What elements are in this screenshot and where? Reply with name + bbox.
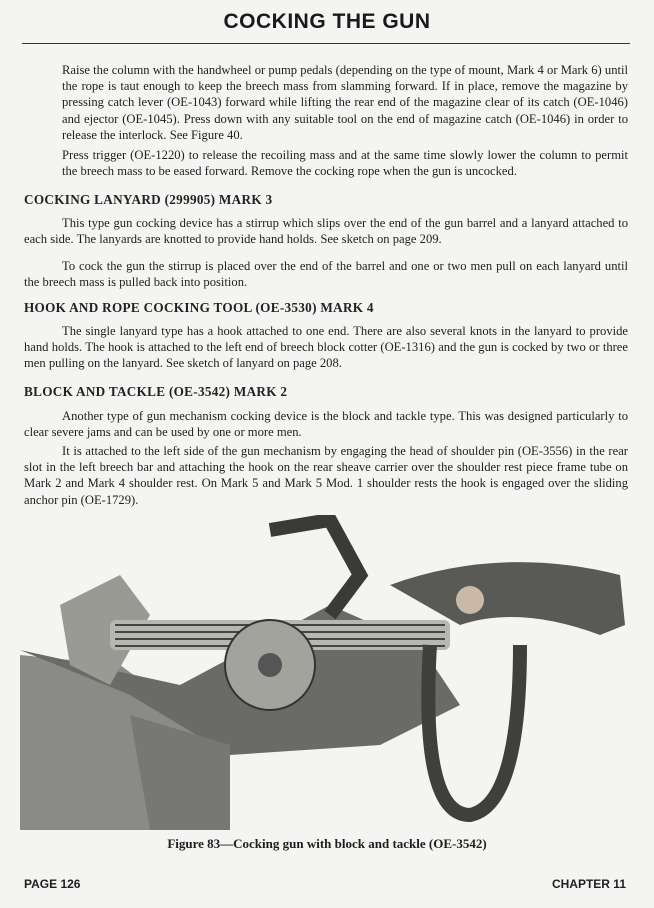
figure-caption: Figure 83—Cocking gun with block and tackle (OE-3542) [167, 836, 487, 851]
section-heading: BLOCK AND TACKLE (OE-3542) MARK 2 [24, 384, 288, 399]
paragraph: The single lanyard type has a hook attached to one end. There are also several knots in the lanyard to provide hand holds. The hook is attached to the left end of breech block cotter (OE-1316) and the gun is cocked by two or three men pulling on the lanyard. See sketch of lanyard on page 208. [24, 324, 628, 371]
paragraph: To cock the gun the stirrup is placed over the end of the barrel and one or two men pull on each lanyard until the breech mass is pulled back into position. [24, 259, 628, 290]
page-number: PAGE 126 [24, 877, 81, 891]
intro-paragraph-2: Press trigger (OE-1220) to release the recoiling mass and at the same time slowly lower the column to permit the breech mass to be eased forward. Remove the cocking rope when the gun is uncocked. [62, 148, 628, 179]
section-heading: COCKING LANYARD (299905) MARK 3 [24, 192, 273, 207]
section-heading: HOOK AND ROPE COCKING TOOL (OE-3530) MARK 4 [24, 300, 374, 315]
paragraph: Another type of gun mechanism cocking device is the block and tackle type. This was designed particularly to clear severe jams and can be used by one or more men. [24, 409, 628, 440]
chapter-label: CHAPTER 11 [551, 877, 626, 891]
title-rule [22, 43, 630, 44]
page-title: COCKING THE GUN [223, 10, 431, 33]
intro-paragraph-1: Raise the column with the handwheel or pump pedals (depending on the type of mount, Mark 4 or Mark 6) until the rope is taut enough to keep the breech mass from slamming forward. If in place, remove the magazine by pressing catch lever (OE-1043) forward while lifting the rear end of the magazine clear of its catch (OE-1046) and ejector (OE-1045). Press down with any suitable tool on the end of magazine catch (OE-1046) in order to release the interlock. See Figure 40. [62, 63, 628, 142]
paragraph: It is attached to the left side of the gun mechanism by engaging the head of shoulder pin (OE-3556) in the rear slot in the left breech bar and attaching the hook on the rear sheave carrier over the shoulder rest piece frame tube on Mark 2 and Mark 4 shoulder rest. On Mark 5 and Mark 5 Mod. 1 shoulder rests the hook is engaged over the sliding anchor pin (OE-1729). [24, 444, 628, 507]
paragraph: This type gun cocking device has a stirrup which slips over the end of the gun barrel and a lanyard attached to each side. The lanyards are knotted to provide hand holds. See sketch on page 209. [24, 216, 628, 247]
figure-photo [0, 515, 654, 830]
